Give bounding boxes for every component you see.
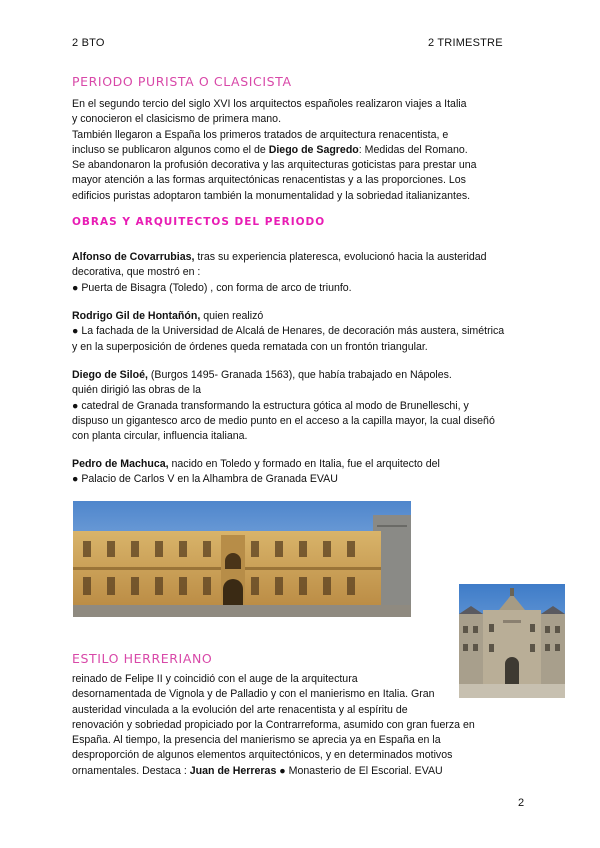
intro-paragraph [72, 97, 532, 204]
text-line: En el segundo tercio del siglo XVI los arquitectos españoles realizaron viajes a Italia [72, 98, 467, 110]
entry-siloe: Diego de Siloé, (Burgos 1495- Granada 1563), que había trabajado en Nápoles. quién dirigió las obras de la ● catedral de Granada transformando la estructura gótica al modo de Brunelleschi, y dispuso un gigantesco arco de medio punto en el acceso a la capilla mayor, la cual diseñó con planta circular, influencia italiana. [72, 368, 532, 444]
entry-machuca: Pedro de Machuca, nacido en Toledo y formado en Italia, fue el arquitecto del ● Palacio de Carlos V en la Alhambra de Granada EVAU [72, 457, 532, 488]
author-name: Diego de Sagredo [268, 143, 359, 156]
entry-covarrubias: Alfonso de Covarrubias, tras su experiencia plateresca, evolucionó hacia la austeridad decorativa, que mostró en : ● Puerta de Bisagra (Toledo) , con forma de arco de triunfo. [72, 250, 532, 296]
entry-gil-de-hontanon: Rodrigo Gil de Hontañón, quien realizó ● La fachada de la Universidad de Alcalá de Henares, de decoración más austera, simétrica y en la superposición de órdenes queda rematada con un frontón triangular. [72, 309, 532, 355]
architect-name: Diego de Siloé, [72, 369, 148, 381]
architect-name: Juan de Herreras [189, 764, 277, 777]
bullet-item: ● Palacio de Carlos V en la Alhambra de Granada EVAU [72, 473, 338, 486]
text-line: incluso se publicaron algunos como el de Diego de Sagredo: Medidas del Romano. [72, 143, 468, 156]
bullet-item: ● La fachada de la Universidad de Alcalá de Henares, de decoración más austera, simétrica [72, 325, 505, 338]
architect-name: Pedro de Machuca, [72, 458, 169, 470]
text-line: También llegaron a España los primeros tratados de arquitectura renacentista, e [72, 128, 449, 141]
text-line: y conocieron el clasicismo de primera mano. [72, 113, 282, 126]
section-title-herreriano: ESTILO HERRERIANO [72, 651, 213, 666]
text-line: edificios puristas adoptaron también la monumentalidad y la sobriedad italianizantes. [72, 189, 471, 202]
herreriano-paragraph: reinado de Felipe II y coincidió con el auge de la arquitectura desornamentada de Vignola y de Palladio y con el manierismo en Italia. Gran austeridad vinculada a la evolución del arte renacentista y al espíritu de renovación y sobriedad propiciado por la Contrarreforma, asumido con gran fuerza en España. Al tiempo, la presencia del manierismo se aprecia ya en España en la desproporción de algunos elementos arquitectónicos, y en determinados motivos ornamentales. Destaca : Juan de Herreras ● Monasterio de El Escorial. EVAU [72, 673, 475, 777]
palacio-carlos-v-photo [73, 501, 411, 617]
section-title-purista: PERIODO PURISTA O CLASICISTA [72, 74, 292, 89]
bullet-item: ● catedral de Granada transformando la estructura gótica al modo de Brunelleschi, y [72, 399, 469, 412]
text-line: mayor atención a las formas arquitectónicas renacentistas y a las proporciones. Los [72, 174, 466, 187]
section-title-obras: OBRAS Y ARQUITECTOS DEL PERIODO [72, 216, 326, 228]
architect-name: Alfonso de Covarrubias, [72, 251, 195, 263]
architect-name: Rodrigo Gil de Hontañón, [72, 310, 201, 322]
page-number: 2 [518, 797, 525, 809]
bullet-item: ● Puerta de Bisagra (Toledo) , con forma de arco de triunfo. [72, 281, 352, 294]
header-right: 2 TRIMESTRE [428, 37, 503, 49]
text-line: Se abandonaron la profusión decorativa y las arquitecturas goticistas para prestar una [72, 159, 477, 172]
header-left: 2 BTO [72, 37, 105, 49]
